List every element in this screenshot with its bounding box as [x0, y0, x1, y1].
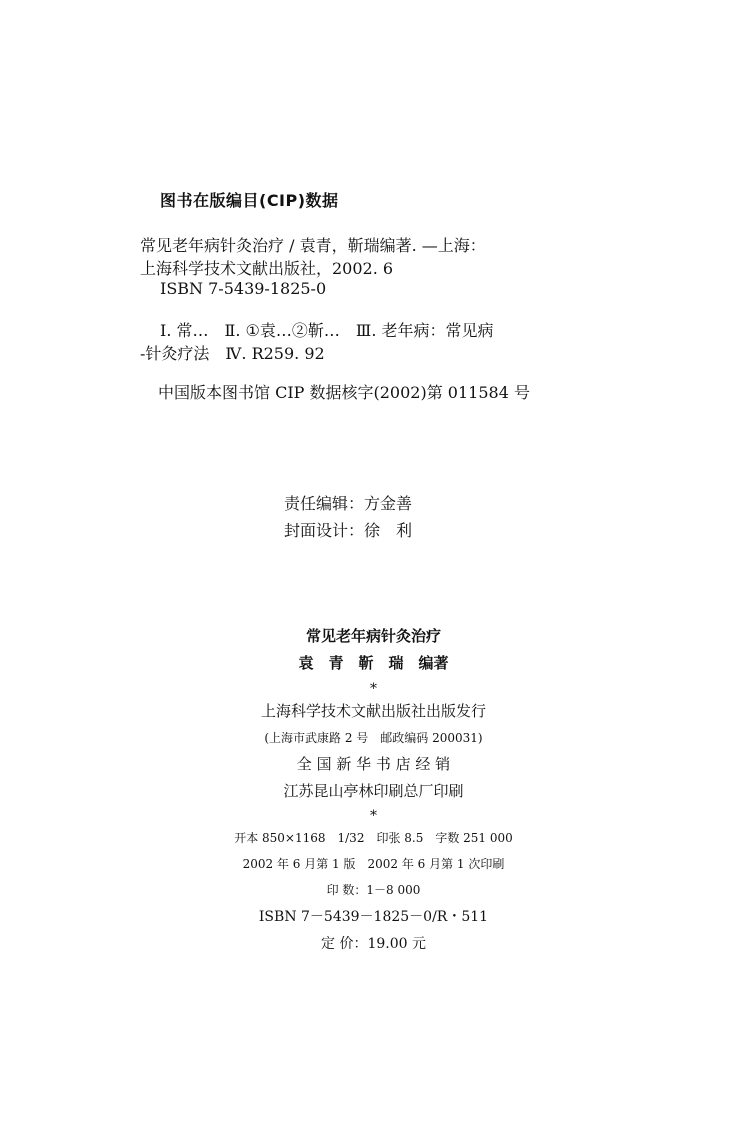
cip-isbn: ISBN 7-5439-1825-0 [160, 279, 327, 298]
separator-star-2: * [370, 808, 377, 824]
book-authors: 袁 青 靳 瑞 编著 [298, 654, 449, 672]
distributor-line: 全 国 新 华 书 店 经 销 [296, 755, 451, 773]
separator-star-1: * [370, 681, 377, 697]
cip-heading: 图书在版编目(CIP)数据 [160, 191, 339, 210]
cover-designer: 封面设计：徐 利 [284, 521, 413, 540]
format-specs: 开本 850×1168 1/32 印张 8.5 字数 251 000 [234, 831, 513, 845]
cip-line-2: 上海科学技术文献出版社，2002. 6 [140, 259, 394, 278]
print-run: 印 数：1－8 000 [326, 883, 421, 897]
publisher-line: 上海科学技术文献出版社出版发行 [260, 702, 486, 720]
cip-line-1: 常见老年病针灸治疗 / 袁青，靳瑞编著. —上海： [140, 236, 486, 255]
book-title: 常见老年病针灸治疗 [305, 627, 441, 645]
publisher-address: (上海市武康路 2 号 邮政编码 200031) [264, 731, 483, 745]
cip-record-number: 中国版本图书馆 CIP 数据核字(2002)第 011584 号 [158, 383, 530, 402]
colophon [0, 624, 747, 957]
cip-subject-line-2: -针灸疗法 Ⅳ. R259. 92 [140, 344, 325, 363]
responsible-editor: 责任编辑：方金善 [284, 494, 413, 513]
colophon-isbn: ISBN 7－5439－1825－0/R・511 [258, 909, 489, 925]
cip-subject-line-1: Ⅰ. 常… Ⅱ. ①袁…②靳… Ⅲ. 老年病：常见病 [160, 321, 494, 340]
price: 定 价：19.00 元 [321, 936, 426, 952]
printer-line: 江苏昆山亭林印刷总厂印刷 [283, 782, 464, 800]
edition-info: 2002 年 6 月第 1 版 2002 年 6 月第 1 次印刷 [242, 857, 505, 871]
